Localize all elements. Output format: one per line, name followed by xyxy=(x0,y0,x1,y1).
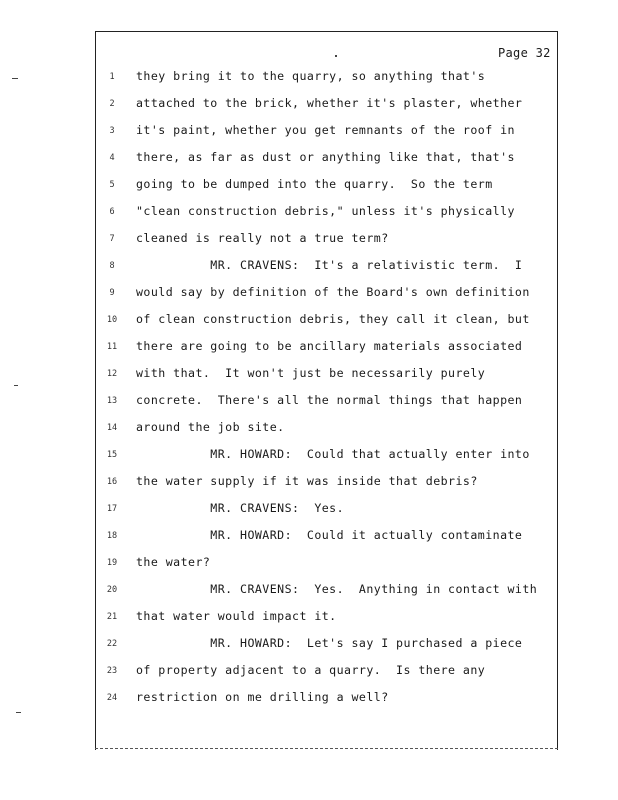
scan-mark xyxy=(335,55,337,57)
scan-mark xyxy=(12,78,18,79)
line-number: 18 xyxy=(106,531,118,541)
line-text: attached to the brick, whether it's plaster, whether xyxy=(136,96,523,110)
line-text: MR. HOWARD: Could that actually enter into xyxy=(136,447,530,461)
line-number: 19 xyxy=(106,558,118,568)
line-text: it's paint, whether you get remnants of the roof in xyxy=(136,123,515,137)
scan-mark xyxy=(16,712,21,713)
transcript-line xyxy=(98,204,556,229)
line-number: 11 xyxy=(106,342,118,352)
line-number: 10 xyxy=(106,315,118,325)
line-text: the water? xyxy=(136,555,211,569)
transcript-line xyxy=(98,690,556,715)
bottom-rule xyxy=(95,748,558,749)
line-text: cleaned is really not a true term? xyxy=(136,231,389,245)
scan-mark xyxy=(14,385,18,386)
line-text: they bring it to the quarry, so anything that's xyxy=(136,69,486,83)
line-text: would say by definition of the Board's own definition xyxy=(136,285,530,299)
transcript-line xyxy=(98,528,556,553)
line-number: 24 xyxy=(106,693,118,703)
transcript-line xyxy=(98,474,556,499)
line-number: 22 xyxy=(106,639,118,649)
line-number: 8 xyxy=(109,261,115,271)
line-text: "clean construction debris," unless it's physically xyxy=(136,204,515,218)
transcript-line xyxy=(98,555,556,580)
line-number: 2 xyxy=(109,99,115,109)
line-text: of property adjacent to a quarry. Is there any xyxy=(136,663,486,677)
line-number: 3 xyxy=(109,126,115,136)
line-text: going to be dumped into the quarry. So the term xyxy=(136,177,493,191)
line-number: 23 xyxy=(106,666,118,676)
transcript-line xyxy=(98,258,556,283)
line-text: MR. CRAVENS: It's a relativistic term. I xyxy=(136,258,523,272)
transcript-line xyxy=(98,609,556,634)
transcript-line xyxy=(98,96,556,121)
line-text: MR. CRAVENS: Yes. xyxy=(136,501,345,515)
line-text: there are going to be ancillary materials associated xyxy=(136,339,523,353)
line-number: 14 xyxy=(106,423,118,433)
line-text: MR. HOWARD: Could it actually contaminate xyxy=(136,528,523,542)
line-text: of clean construction debris, they call it clean, but xyxy=(136,312,530,326)
line-number: 15 xyxy=(106,450,118,460)
transcript-line xyxy=(98,501,556,526)
transcript-line xyxy=(98,177,556,202)
page-number: Page 32 xyxy=(498,46,551,60)
transcript-line xyxy=(98,69,556,94)
line-text: MR. HOWARD: Let's say I purchased a piece xyxy=(136,636,523,650)
transcript-line xyxy=(98,339,556,364)
line-number: 7 xyxy=(109,234,115,244)
transcript-line xyxy=(98,366,556,391)
line-number: 5 xyxy=(109,180,115,190)
line-number: 21 xyxy=(106,612,118,622)
line-number: 16 xyxy=(106,477,118,487)
line-number: 13 xyxy=(106,396,118,406)
transcript-line xyxy=(98,636,556,661)
line-text: there, as far as dust or anything like that, that's xyxy=(136,150,515,164)
transcript-line xyxy=(98,420,556,445)
transcript-line xyxy=(98,231,556,256)
transcript-line xyxy=(98,123,556,148)
transcript-line xyxy=(98,285,556,310)
transcript-line xyxy=(98,582,556,607)
line-text: MR. CRAVENS: Yes. Anything in contact with xyxy=(136,582,538,596)
line-number: 9 xyxy=(109,288,115,298)
line-number: 4 xyxy=(109,153,115,163)
transcript-line xyxy=(98,312,556,337)
line-number: 1 xyxy=(109,72,115,82)
line-text: restriction on me drilling a well? xyxy=(136,690,389,704)
line-number: 20 xyxy=(106,585,118,595)
transcript-line xyxy=(98,150,556,175)
transcript-line xyxy=(98,663,556,688)
line-text: the water supply if it was inside that debris? xyxy=(136,474,478,488)
line-text: with that. It won't just be necessarily purely xyxy=(136,366,486,380)
transcript-line xyxy=(98,393,556,418)
line-number: 12 xyxy=(106,369,118,379)
line-text: that water would impact it. xyxy=(136,609,337,623)
line-number: 17 xyxy=(106,504,118,514)
line-text: around the job site. xyxy=(136,420,285,434)
line-text: concrete. There's all the normal things that happen xyxy=(136,393,523,407)
transcript-line xyxy=(98,447,556,472)
line-number: 6 xyxy=(109,207,115,217)
